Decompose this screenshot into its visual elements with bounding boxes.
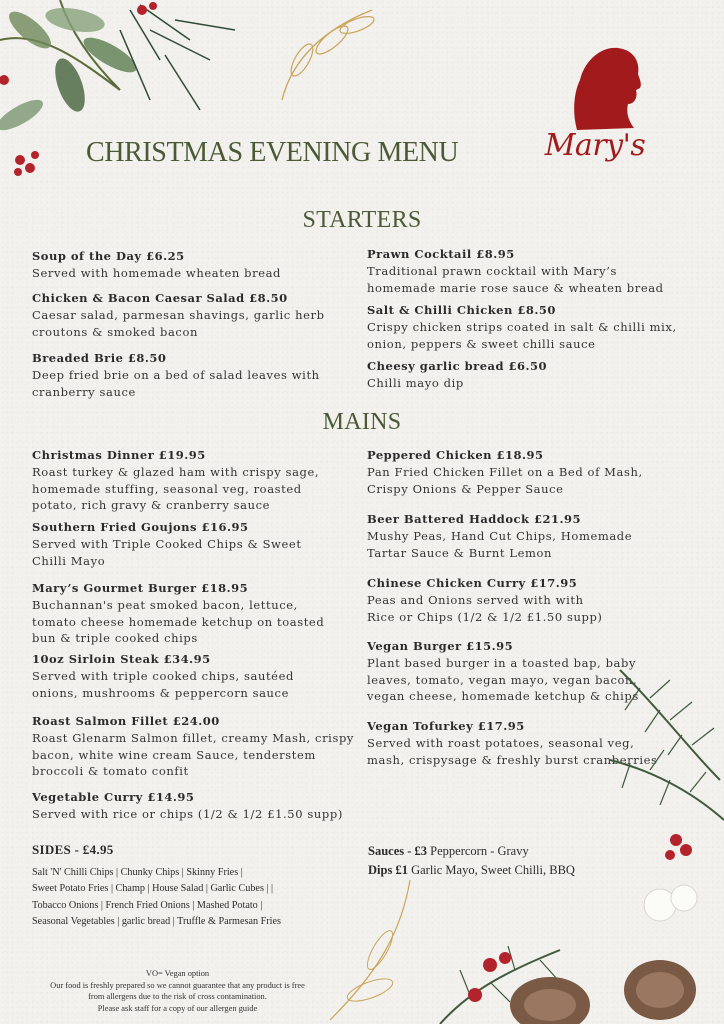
item-description: Crispy chicken strips coated in salt & chilli mix, onion, peppers & sweet chilli sauce [367, 320, 677, 351]
item-description: Traditional prawn cocktail with Mary’s homemade marie rose sauce & wheaten bread [367, 264, 664, 295]
footer-line: from allergens due to the risk of cross contamination. [88, 992, 267, 1002]
item-name: Salt & Chilli Chicken £8.50 [367, 303, 556, 317]
dips-label: Dips £1 [368, 863, 408, 877]
item-description: Served with roast potatoes, seasonal veg, mash, crispysage & freshly burst cranberries [367, 736, 658, 767]
pine-branch-icon [600, 650, 724, 1024]
item-name: Prawn Cocktail £8.95 [367, 247, 515, 261]
pinecone-icon [510, 977, 590, 1024]
item-description: Mushy Peas, Hand Cut Chips, Homemade Tartar Sauce & Burnt Lemon [367, 529, 633, 560]
sides-line: Seasonal Vegetables | garlic bread | Truffle & Parmesan Fries [32, 915, 281, 927]
menu-item [32, 350, 322, 400]
starters-heading: STARTERS [302, 207, 422, 233]
mains-heading: MAINS [322, 409, 402, 435]
menu-item [367, 511, 672, 561]
item-description: Served with triple cooked chips, sautéed onions, mushrooms & peppercorn sauce [32, 669, 294, 700]
footer-line: Please ask staff for a copy of our allergen guide [97, 1003, 258, 1013]
sides-line: Tobacco Onions | French Fried Onions | Mashed Potato | [32, 899, 263, 911]
gold-leaf-icon [262, 0, 392, 110]
menu-item [32, 248, 362, 282]
gold-leaf-icon [310, 870, 600, 1024]
footer-line: Our food is freshly prepared so we cannot guarantee that any product is free [50, 980, 305, 990]
item-name: Peppered Chicken £18.95 [367, 448, 544, 462]
item-description: Pan Fried Chicken Fillet on a Bed of Mash, Crispy Onions & Pepper Sauce [367, 465, 643, 496]
menu-item [32, 789, 362, 823]
item-name: Breaded Brie £8.50 [32, 351, 167, 365]
item-name: Roast Salmon Fillet £24.00 [32, 714, 220, 728]
menu-item [32, 713, 357, 780]
item-description: Roast Glenarm Salmon fillet, creamy Mash, crispy bacon, white wine cream Sauce, tenderstem broccoli & tomato confit [32, 731, 355, 778]
item-name: Mary’s Gourmet Burger £18.95 [32, 581, 249, 595]
marys-logo [522, 42, 668, 176]
silhouette-icon [522, 42, 668, 142]
item-description: Caesar salad, parmesan shavings, garlic herb croutons & smoked bacon [32, 308, 325, 339]
sauces-text: Peppercorn - Gravy [430, 844, 529, 858]
item-name: Beer Battered Haddock £21.95 [367, 512, 582, 526]
item-description: Chilli mayo dip [367, 376, 464, 390]
menu-item [367, 447, 687, 497]
cotton-flower-icon [644, 885, 697, 921]
menu-item [32, 447, 337, 514]
sides-line: Salt 'N' Chilli Chips | Chunky Chips | Skinny Fries | [32, 867, 243, 878]
menu-item [32, 651, 337, 701]
item-description: Roast turkey & glazed ham with crispy sage, homemade stuffing, seasonal veg, roasted potato, rich gravy & cranberry sauce [32, 465, 320, 512]
menu-item [32, 290, 362, 340]
menu-item [367, 575, 612, 625]
item-description: Plant based burger in a toasted bap, baby leaves, tomato, vegan mayo, vegan bacon, vegan cheese, homemade ketchup & chips [367, 656, 639, 703]
sides-line: Sweet Potato Fries | Champ | House Salad | Garlic Cubes | | [32, 883, 274, 895]
pinecone-icon [624, 960, 696, 1020]
allergen-footer [20, 968, 335, 1014]
item-description: Served with Triple Cooked Chips & Sweet Chilli Mayo [32, 537, 302, 568]
sauces-label: Sauces - £3 [368, 844, 428, 858]
item-name: Chicken & Bacon Caesar Salad £8.50 [32, 291, 288, 305]
menu-item [32, 519, 337, 569]
menu-item [32, 580, 342, 647]
item-name: Chinese Chicken Curry £17.95 [367, 576, 578, 590]
item-name: Southern Fried Goujons £16.95 [32, 520, 249, 534]
menu-item [367, 246, 687, 296]
page-title: CHRISTMAS EVENING MENU [86, 137, 459, 168]
item-name: Soup of the Day £6.25 [32, 249, 185, 263]
dips-text: Garlic Mayo, Sweet Chilli, BBQ [411, 863, 575, 877]
item-description: Deep fried brie on a bed of salad leaves with cranberry sauce [32, 368, 320, 399]
menu-item [367, 302, 687, 352]
item-name: Christmas Dinner £19.95 [32, 448, 206, 462]
item-name: Vegan Tofurkey £17.95 [367, 719, 525, 733]
item-description: Served with rice or chips (1/2 & 1/2 £1.50 supp) [32, 807, 343, 821]
logo-text: Mary's [544, 128, 646, 163]
item-name: 10oz Sirloin Steak £34.95 [32, 652, 211, 666]
item-description: Served with homemade wheaten bread [32, 266, 282, 280]
item-name: Cheesy garlic bread £6.50 [367, 359, 548, 373]
menu-item [367, 358, 687, 392]
footer-line: VO= Vegan option [145, 969, 210, 978]
item-description: Buchannan's peat smoked bacon, lettuce, tomato cheese homemade ketchup on toasted bun & triple cooked chips [32, 598, 325, 645]
sides-heading: SIDES - £4.95 [32, 842, 114, 857]
item-name: Vegan Burger £15.95 [367, 639, 514, 653]
item-name: Vegetable Curry £14.95 [32, 790, 195, 804]
item-description: Peas and Onions served with with Rice or Chips (1/2 & 1/2 £1.50 supp) [367, 593, 603, 624]
sides-list [32, 865, 332, 930]
